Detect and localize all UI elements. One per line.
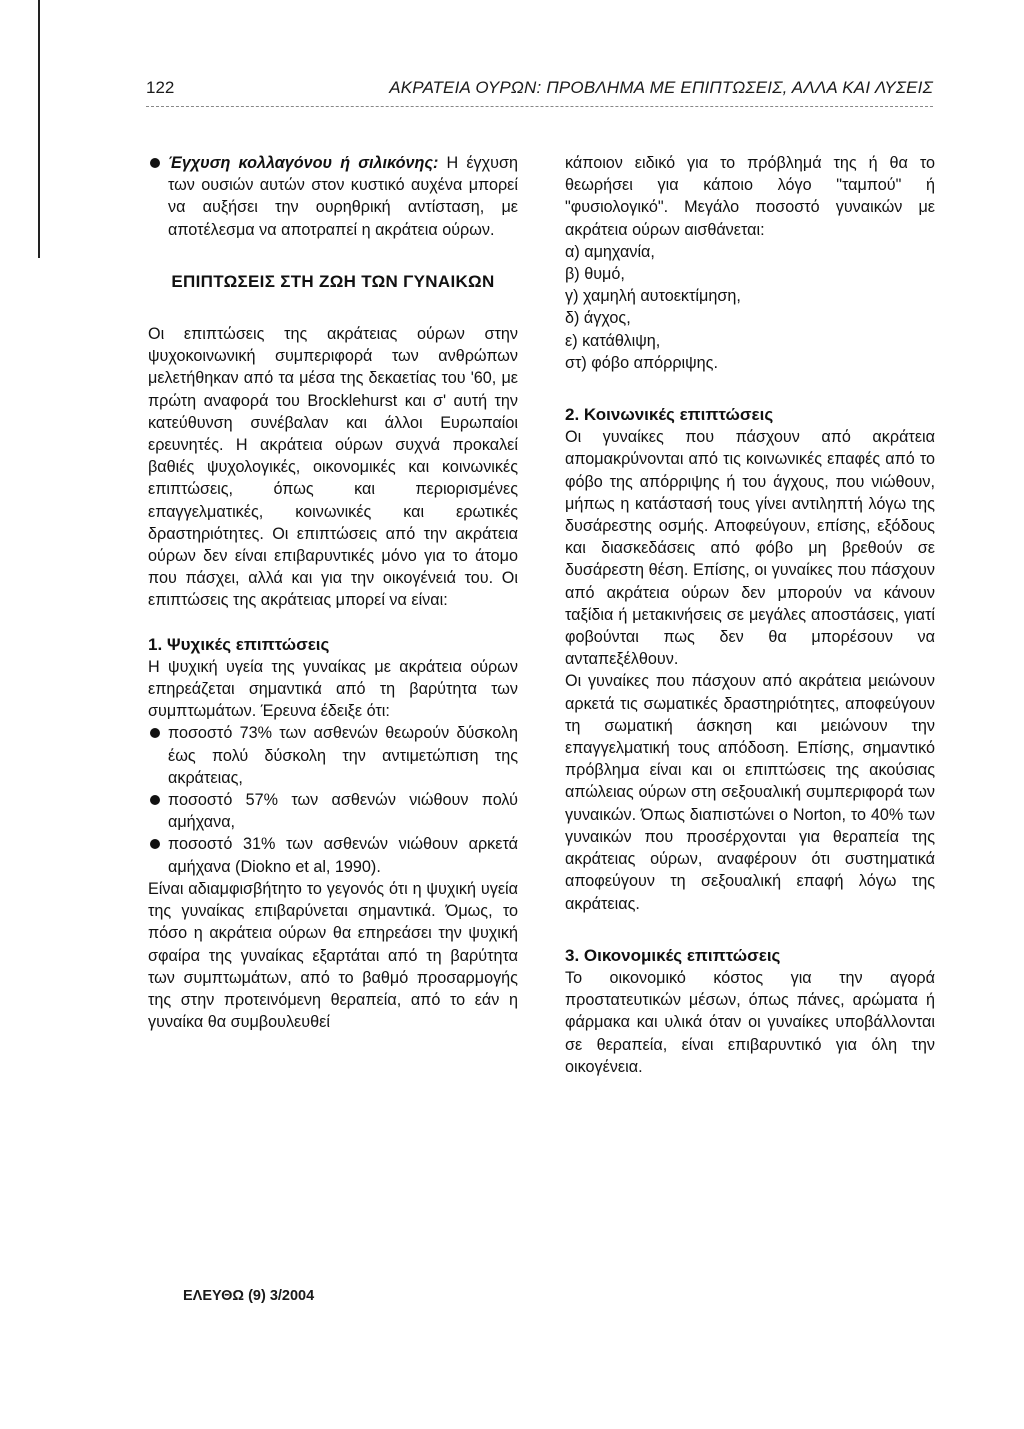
econ-heading: 3. Οικονομικές επιπτώσεις (565, 945, 781, 965)
list-item (148, 833, 518, 877)
collagen-text: Η έγχυση των ουσιών αυτών στον κυστικό αυχένα μπορεί να αυξήσει την ουρηθρική αντίσταση, με αποτέλεσμα να αποτραπεί η ακράτεια ούρων. (168, 154, 518, 239)
list-item (148, 722, 518, 789)
page-header (146, 74, 933, 104)
bullet-dot (150, 728, 160, 738)
journal-footer: ΕΛΕΥΘΩ (9) 3/2004 (183, 1288, 315, 1304)
running-title: ΑΚΡΑΤΕΙΑ ΟΥΡΩΝ: ΠΡΟΒΛΗΜΑ ΜΕ ΕΠΙΠΤΩΣΕΙΣ, ΑΛΛΑ ΚΑΙ ΛΥΣΕΙΣ (389, 78, 933, 97)
list-item-text: ποσοστό 73% των ασθενών θεωρούν δύσκολη έως πολύ δύσκολη την αντιμετώπιση της ακράτειας, (168, 724, 518, 787)
social-heading: 2. Κοινωνικές επιπτώσεις (565, 405, 774, 425)
intro-paragraph: Οι επιπτώσεις της ακράτειας ούρων στην ψυχοκοινωνική συμπεριφορά των ανθρώπων μελετήθηκαν από τα μέσα της δεκαετίας του '60, με πρώτη αναφορά του Brocklehurst και σ' αυτή την κατεύθυνση συνέβαλαν και άλλοι Ευρωπαίοι ερευνητές. Η ακράτεια ούρων συχνά προκαλεί βαθιές ψυχολογικές, οικονομικές και κοινωνικές επιπτώσεις, όπως και περιορισμένες επαγγελματικές, κοινωνικές και ερωτικές δραστηριότητες. Οι επιπτώσεις από την ακράτεια ούρων δεν είναι επιβαρυντικές μόνο για το άτομο που πάσχει, αλλά και για την οικογένειά του. Οι επιπτώσεις της ακράτειας μπορεί να είναι: (148, 325, 518, 610)
bullet-dot (150, 795, 160, 805)
continuation-paragraph: κάποιον ειδικό για το πρόβλημά της ή θα το θεωρήσει για κάποιο λόγο "ταμπού" ή "φυσιολογικό". Μεγάλο ποσοστό γυναικών με ακράτεια ούρων αισθάνεται: (565, 154, 935, 239)
social-paragraph-2: Οι γυναίκες που πάσχουν από ακράτεια μειώνουν αρκετά τις σωματικές δραστηριότητες, αποφεύγουν τη σωματική άσκηση και μειώνουν την επαγγελματική τους απόδοση. Επίσης, σημαντικό πρόβλημα είναι και οι επιπτώσεις της ακούσιας απώλειας ούρων στη σεξουαλική συμπεριφορά των γυναικών. Όπως διαπιστώνει ο Norton, το 40% των γυναικών που προσέρχονται για θεραπεία της ακράτειας ούρων, αναφέρουν ότι συστηματικά αποφεύγουν τη σεξουαλική επαφή λόγω της ακράτειας. (565, 672, 935, 913)
list-item-text: ποσοστό 31% των ασθενών νιώθουν αρκετά αμήχανα (Diokno et al, 1990). (168, 835, 518, 876)
list-item: γ) χαμηλή αυτοεκτίμηση, (565, 287, 741, 306)
list-item-text: ποσοστό 57% των ασθενών νιώθουν πολύ αμήχανα, (168, 791, 518, 832)
margin-rule (38, 0, 40, 258)
collagen-bullet (148, 152, 518, 241)
social-paragraph-1: Οι γυναίκες που πάσχουν από ακράτεια απομακρύνονται από τις κοινωνικές επαφές από το φόβο της απόρριψης ή του άγχους, που νιώθουν, μήπως η κατάστασή τους γίνει αντιληπτή λόγω της δυσάρεστης οσμής. Αποφεύγουν, επίσης, εξόδους και διασκεδάσεις από φόβο μη βρεθούν σε δυσάρεστη θέση. Επίσης, οι γυναίκες που πάσχουν από ακράτεια ούρων δεν μπορούν να κάνουν ταξίδια ή μετακινήσεις σε μεγάλες αποστάσεις, γιατί φοβούνται πως δεν θα μπορέσουν να ανταπεξέλθουν. (565, 428, 935, 669)
header-rule (146, 106, 933, 107)
left-column (148, 152, 518, 1033)
bullet-dot (150, 839, 160, 849)
list-item: β) θυμό, (565, 265, 625, 284)
psych-heading: 1. Ψυχικές επιπτώσεις (148, 634, 330, 654)
collagen-lead: Έγχυση κολλαγόνου ή σιλικόνης: (168, 154, 439, 172)
list-item: ε) κατάθλιψη, (565, 331, 661, 350)
psych-conclusion: Είναι αδιαμφισβήτητο το γεγονός ότι η ψυχική υγεία της γυναίκας επιβαρύνεται σημαντικά. Όμως, το πόσο η ακράτεια ούρων θα επηρεάσει την ψυχική σφαίρα της γυναίκας εξαρτάται από τη βαρύτητα των συμπτωμάτων, από το βαθμό προσαρμογής της στην προτεινόμενη θεραπεία, από το εάν η γυναίκα θα συμβουλευθεί (148, 879, 518, 1032)
list-item: α) αμηχανία, (565, 242, 655, 261)
list-item: στ) φόβο απόρριψης. (565, 353, 718, 372)
psych-paragraph: Η ψυχική υγεία της γυναίκας με ακράτεια ούρων επηρεάζεται σημαντικά από τη βαρύτητα των συμπτωμάτων. Έρευνα έδειξε ότι: (148, 657, 518, 721)
list-item (148, 789, 518, 833)
bullet-dot (150, 158, 160, 168)
page-number: 122 (146, 78, 175, 97)
list-item: δ) άγχος, (565, 309, 631, 328)
section-heading: ΕΠΙΠΤΩΣΕΙΣ ΣΤΗ ΖΩΗ ΤΩΝ ΓΥΝΑΙΚΩΝ (171, 271, 495, 291)
econ-paragraph: Το οικονομικό κόστος για την αγορά προστατευτικών μέσων, όπως πάνες, αρώματα ή φάρμακα και υλικά όταν οι γυναίκες υποβάλλονται σε θεραπεία, είναι επιβαρυντικό για όλη την οικογένεια. (565, 968, 935, 1076)
right-column (565, 152, 935, 1078)
